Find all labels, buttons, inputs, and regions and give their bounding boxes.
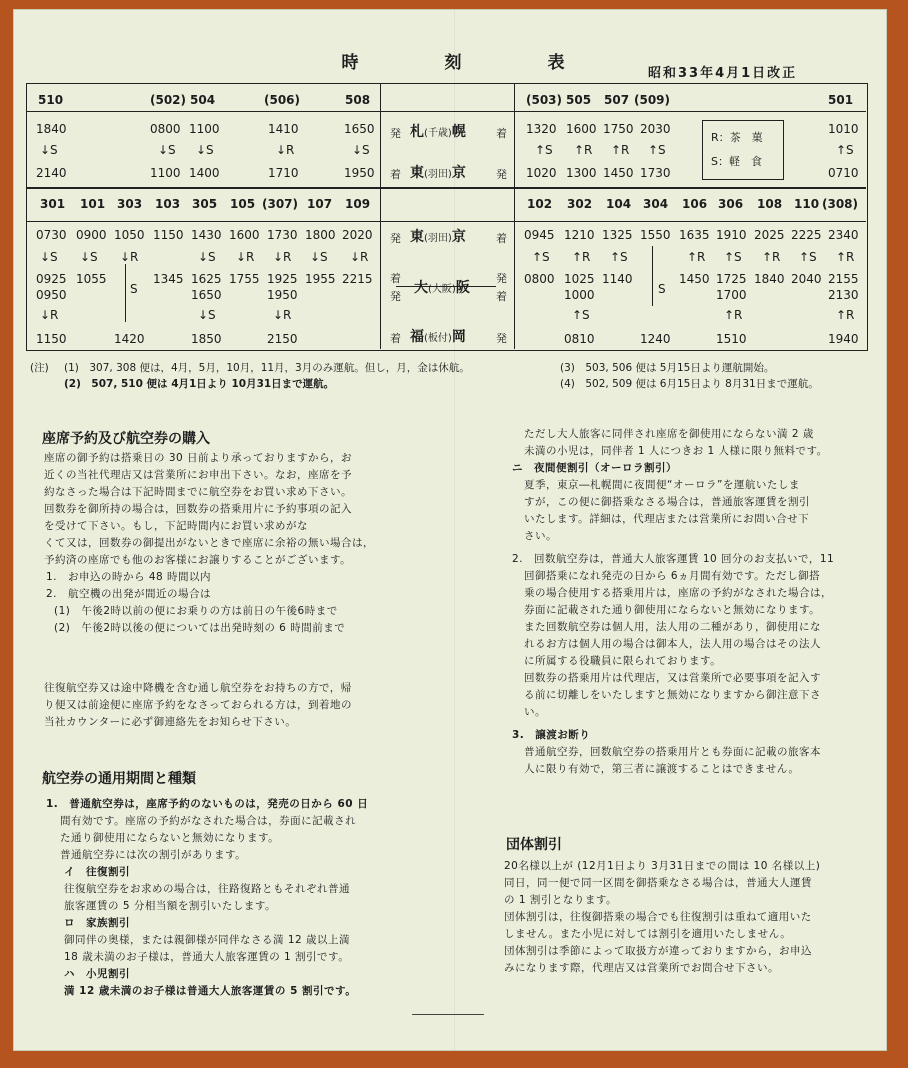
station-arr-mark: 着 [496,290,507,303]
station-dep-mark: 発 [496,168,507,181]
text-line: 2. 航空機の出発が間近の場合は [46,588,212,600]
time-cell: 1550 [640,228,671,242]
service-cell: ↓S [310,250,328,264]
flight-number: 101 [80,197,106,211]
text-line: 回数券を御所持の場合は，回数券の搭乗用片に予約事項の記入 [44,503,352,515]
time-cell: 2155 [828,272,859,286]
text-line: すが，この便に御搭乗なさる場合は，普通旅客運賃を割引 [524,496,810,508]
discount-body [512,426,872,778]
station-name: 幌 [451,124,466,140]
service-cell: ↑S [836,143,854,157]
legend-s: S：軽 食 [711,155,762,168]
note-1: (1) 307, 308 便は，4月，5月，10月，11月，3月のみ運航。但し，月，金は休航。 [64,362,470,374]
text-line: 未満の小児は，同伴者 1 人につきお 1 人様に限り無料です。 [524,445,828,457]
service-cell: ↑R [687,250,706,264]
time-cell: 1450 [679,272,710,286]
station-tokyo [410,226,466,246]
text-line: (2) 午後2時以後の便については出発時刻の 6 時間前まで [54,622,346,634]
time-cell: 1020 [526,166,557,180]
flight-number: (503) [526,93,563,107]
text-line: (1) 午後2時以前の便にお乗りの方は前日の午後6時まで [54,605,338,617]
time-cell: 0730 [36,228,67,242]
time-cell: 1950 [267,288,298,302]
service-cell: ↓R [120,250,139,264]
station-osaka [414,277,470,297]
time-cell: 2025 [754,228,785,242]
text-line: を受けて下さい。もし，下記時間内にお買い求めがな [44,520,308,532]
time-cell: 1000 [564,288,595,302]
text-line: 人に限り有効で，第三者に譲渡することはできません。 [524,763,800,775]
text-line: に所属する役職員に限られております。 [524,655,722,667]
text-line: 約なさった場合は下記時間までに航空券をお買い求め下さい。 [44,486,352,498]
time-cell: 1420 [114,332,145,346]
service-cell: ↓S [352,143,370,157]
time-cell: 1010 [828,122,859,136]
time-cell: 1955 [305,272,336,286]
station-sapporo [410,121,466,141]
time-cell: 1755 [229,272,260,286]
time-cell: 0810 [564,332,595,346]
time-cell: 1840 [36,122,67,136]
time-cell: 1410 [268,122,299,136]
text-line: 3. 譲渡お断り [512,729,591,741]
text-line: 乗の場合使用する搭乗用片は，座席の予約がなされた場合は， [524,587,832,599]
text-line: 近くの当社代理店又は営業所にお申出下さい。なお，座席を予 [44,469,352,481]
text-line: 満 12 歳未満のお子様は普通大人旅客運賃の 5 割引です。 [64,985,357,997]
time-cell: 1950 [344,166,375,180]
time-cell: 2215 [342,272,373,286]
airport-name: (大阪) [428,284,456,295]
text-line: 旅客運賃の 5 分相当額を割引いたします。 [64,900,277,912]
service-cell: ↑R [836,308,855,322]
note-3: (3) 503, 506 便は 5月15日より運航開始。 [560,362,775,374]
time-cell: 1750 [603,122,634,136]
flight-number: 104 [606,197,632,211]
flight-number: (509) [634,93,671,107]
divider [26,187,866,189]
time-cell: 0945 [524,228,555,242]
time-cell: 2030 [640,122,671,136]
time-cell: 0925 [36,272,67,286]
divider [380,83,381,349]
service-cell: ↓S [40,250,58,264]
station-name: 岡 [451,329,466,345]
time-cell: 2130 [828,288,859,302]
time-cell: 1850 [191,332,222,346]
station-name: 京 [451,165,466,181]
time-cell: 1050 [114,228,145,242]
airport-name: (千歳) [424,128,452,139]
station-arr-mark: 着 [390,168,401,181]
text-line: くて又は，回数券の御提出がないときで座席に余裕の無い場合は， [44,537,374,549]
text-line: 間有効です。座席の予約がなされた場合は，券面に記載され [60,815,357,827]
time-cell: 2040 [791,272,822,286]
text-line: 券面に記載された通り御使用にならないと無効になります。 [524,604,821,616]
station-dep-mark: 発 [390,127,401,140]
text-line: 回数券の搭乗用片は代理店，又は営業所で必要事項を記入す [524,672,821,684]
text-line: いたします。詳細は，代理店または営業所にお問い合せ下 [524,513,810,525]
service-cell: ↑S [610,250,628,264]
service-cell: ↓S [80,250,98,264]
text-line: ただし大人旅客に同伴され座席を御使用にならない満 2 歳 [524,428,814,440]
through-line [125,264,126,322]
text-line: また回数航空券は個人用，法人用の二種があり，御使用にな [524,621,821,633]
through-line [652,246,653,306]
time-cell: 1940 [828,332,859,346]
flight-number: 304 [643,197,669,211]
note-2: (2) 507, 510 便は 4月1日より 10月31日まで運航。 [64,378,335,390]
text-line: れるお方は個人用の場合は御本人，法人用の場合はその法人 [524,638,821,650]
time-cell: 1800 [305,228,336,242]
flight-number: 303 [117,197,143,211]
text-line: 1. 普通航空券は，座席予約のないものは，発売の日から 60 日 [46,798,369,810]
time-cell: 1650 [191,288,222,302]
time-cell: 1730 [640,166,671,180]
flight-number: 305 [192,197,218,211]
service-cell: ↓R [236,250,255,264]
time-cell: 1925 [267,272,298,286]
flight-number: 504 [190,93,216,107]
text-line: 夏季，東京―札幌間に夜間便“オーロラ”を運航いたしま [524,479,800,491]
flight-number: 507 [604,93,630,107]
bottom-rule [412,1014,484,1015]
station-arr-mark: 着 [496,232,507,245]
flight-number: 109 [345,197,371,211]
time-cell: 1510 [716,332,747,346]
text-line: 往復航空券又は途中降機を含む通し航空券をお持ちの方で，帰 [44,682,352,694]
ticket-types-body [46,796,446,1000]
time-cell: 1625 [191,272,222,286]
flight-number: (506) [264,93,301,107]
text-line: 2. 回数航空券は，普通大人旅客運賃 10 回分のお支払いで，11 [512,553,835,565]
service-cell: ↑S [724,250,742,264]
time-cell: 2150 [267,332,298,346]
revision-date: 昭和33年4月1日改正 [648,66,798,81]
title-char: 時 [341,53,361,73]
text-line: 同日，同一便で同一区間を御搭乗なさる場合は，普通大人運賃 [504,877,812,889]
text-line: みになります際，代理店又は営業所でお問合せ下さい。 [504,962,779,974]
text-line: 往復航空券をお求めの場合は，往路復路ともそれぞれ普通 [64,883,350,895]
time-cell: 1725 [716,272,747,286]
section-title-reservation: 座席予約及び航空券の購入 [42,431,210,447]
station-name: 東 [410,165,424,181]
station-dep-mark: 発 [496,332,507,345]
flight-number: 106 [682,197,708,211]
service-cell: ↑R [611,143,630,157]
service-cell: ↓R [40,308,59,322]
flight-number: 505 [566,93,592,107]
station-name: 阪 [455,280,470,296]
text-line: 1. お申込の時から 48 時間以内 [46,571,212,583]
flight-number: 508 [345,93,371,107]
time-cell: 1140 [602,272,633,286]
time-cell: 1345 [153,272,184,286]
time-cell: 1210 [564,228,595,242]
reservation-body [44,450,444,637]
service-cell: ↑S [572,308,590,322]
flight-number: 105 [230,197,256,211]
text-line: 18 歳未満のお子様は，普通大人旅客運賃の 1 割引です。 [64,951,350,963]
time-cell: 1325 [602,228,633,242]
section-title-ticket-types: 航空券の通用期間と種類 [42,771,196,787]
divider [26,221,866,222]
station-tokyo [410,162,466,182]
text-line: しません。また小児に対しては割引を適用いたしません。 [504,928,792,940]
service-cell: ↑R [836,250,855,264]
text-line: 団体割引は季節によって取扱方が違っておりますから，お申込 [504,945,812,957]
time-cell: 0710 [828,166,859,180]
station-dep-mark: 発 [390,290,401,303]
text-line: 普通航空券，回数航空券の搭乗用片とも券面に記載の旅客本 [524,746,821,758]
service-cell: ↓S [40,143,58,157]
time-cell: 1100 [150,166,181,180]
time-cell: 1600 [566,122,597,136]
flight-number: 301 [40,197,66,211]
flight-number: 302 [567,197,593,211]
service-cell: ↓S [198,308,216,322]
time-cell: 2340 [828,228,859,242]
time-cell: 1650 [344,122,375,136]
time-cell: 1055 [76,272,107,286]
station-fukuoka [410,326,466,346]
time-cell: 1320 [526,122,557,136]
section-title-group-discount: 団体割引 [506,837,562,853]
station-dep-mark: 発 [390,232,401,245]
station-name: 大 [414,280,428,296]
service-cell: ↓R [350,250,369,264]
flight-number: 510 [38,93,64,107]
divider [514,83,515,349]
text-line: ハ 小児割引 [64,968,130,980]
time-cell: 1450 [603,166,634,180]
service-cell: ↓R [273,308,292,322]
time-cell: 1400 [189,166,220,180]
station-name: 京 [451,229,466,245]
service-cell: ↑S [648,143,666,157]
divider [26,111,866,112]
flight-number: 110 [794,197,820,211]
time-cell: 1240 [640,332,671,346]
time-cell: 1100 [189,122,220,136]
flight-number: 306 [718,197,744,211]
group-discount-body [504,858,874,977]
time-cell: 1150 [36,332,67,346]
flight-number: 102 [527,197,553,211]
service-legend [702,120,784,180]
text-line: 普通航空券には次の割引があります。 [60,849,247,861]
station-dep-mark: 発 [496,272,507,285]
time-cell: 1730 [267,228,298,242]
service-cell: ↑R [762,250,781,264]
service-cell: ↓S [198,250,216,264]
service-cell: ↑S [532,250,550,264]
service-cell: ↑R [724,308,743,322]
flight-number: (308) [822,197,859,211]
service-cell: ↑S [799,250,817,264]
station-arr-mark: 着 [390,332,401,345]
station-arr-mark: 着 [496,127,507,140]
station-arr-mark: 着 [390,272,401,285]
note-4: (4) 502, 509 便は 6月15日より 8月31日まで運航。 [560,378,819,390]
text-line: た通り御使用にならないと無効になります。 [60,832,280,844]
service-cell: ↓S [196,143,214,157]
text-line: い。 [524,706,546,718]
text-line: り便又は前途便に座席予約をなさっておられる方は，到着地の [44,699,352,711]
title-char: 表 [547,53,567,73]
text-line: 当社カウンターに必ず御連絡先をお知らせ下さい。 [44,716,297,728]
text-line: 御同伴の奥様，または親御様が同伴なさる満 12 歳以上満 [64,934,351,946]
text-line: 予約済の座席でも他のお客様にお譲りすることがございます。 [44,554,352,566]
station-name: 福 [410,329,424,345]
time-cell: 0800 [524,272,555,286]
service-cell: ↑R [572,250,591,264]
time-cell: 0900 [76,228,107,242]
flight-number: 108 [757,197,783,211]
text-line: ニ 夜間便割引（オーロラ割引） [512,462,677,474]
time-cell: 1700 [716,288,747,302]
text-line: さい。 [524,530,557,542]
text-line: る前に切離しをいたしますと無効になりますから御注意下さ [524,689,821,701]
text-line: ロ 家族割引 [64,917,130,929]
service-cell: ↑R [574,143,593,157]
service-cell: ↑S [535,143,553,157]
time-cell: 1910 [716,228,747,242]
time-cell: 1150 [153,228,184,242]
time-cell: 1600 [229,228,260,242]
flight-number: (502) [150,93,187,107]
text-line: の 1 割引となります。 [504,894,618,906]
time-cell: 1710 [268,166,299,180]
airport-name: (羽田) [424,233,452,244]
service-cell: ↓R [273,250,292,264]
flight-number: 107 [307,197,333,211]
service-cell: S [130,282,138,296]
text-line: 20名様以上が (12月1日より 3月31日までの間は 10 名様以上) [504,860,821,872]
flight-number: (307) [262,197,299,211]
service-cell: ↓R [276,143,295,157]
time-cell: 1430 [191,228,222,242]
notes-label: (注) [30,362,49,374]
station-name: 東 [410,229,424,245]
legend-r: R：茶 菓 [711,131,763,144]
service-cell: ↓S [158,143,176,157]
text-line: 団体割引は，往復御搭乗の場合でも往復割引は重ねて適用いた [504,911,812,923]
time-cell: 1635 [679,228,710,242]
text-line: 座席の御予約は搭乗日の 30 日前より承っておりますから，お [44,452,353,464]
time-cell: 1300 [566,166,597,180]
time-cell: 1840 [754,272,785,286]
station-name: 札 [410,124,424,140]
round-trip-note [44,680,444,731]
time-cell: 2020 [342,228,373,242]
flight-number: 501 [828,93,854,107]
time-cell: 0950 [36,288,67,302]
text-line: イ 往復割引 [64,866,130,878]
text-line: 回御搭乗になれ発売の日から 6ヵ月間有効です。ただし御搭 [524,570,821,582]
time-cell: 2140 [36,166,67,180]
service-cell: S [658,282,666,296]
airport-name: (板付) [424,333,452,344]
flight-number: 103 [155,197,181,211]
title-char: 刻 [444,53,464,73]
time-cell: 1025 [564,272,595,286]
time-cell: 2225 [791,228,822,242]
time-cell: 0800 [150,122,181,136]
airport-name: (羽田) [424,169,452,180]
